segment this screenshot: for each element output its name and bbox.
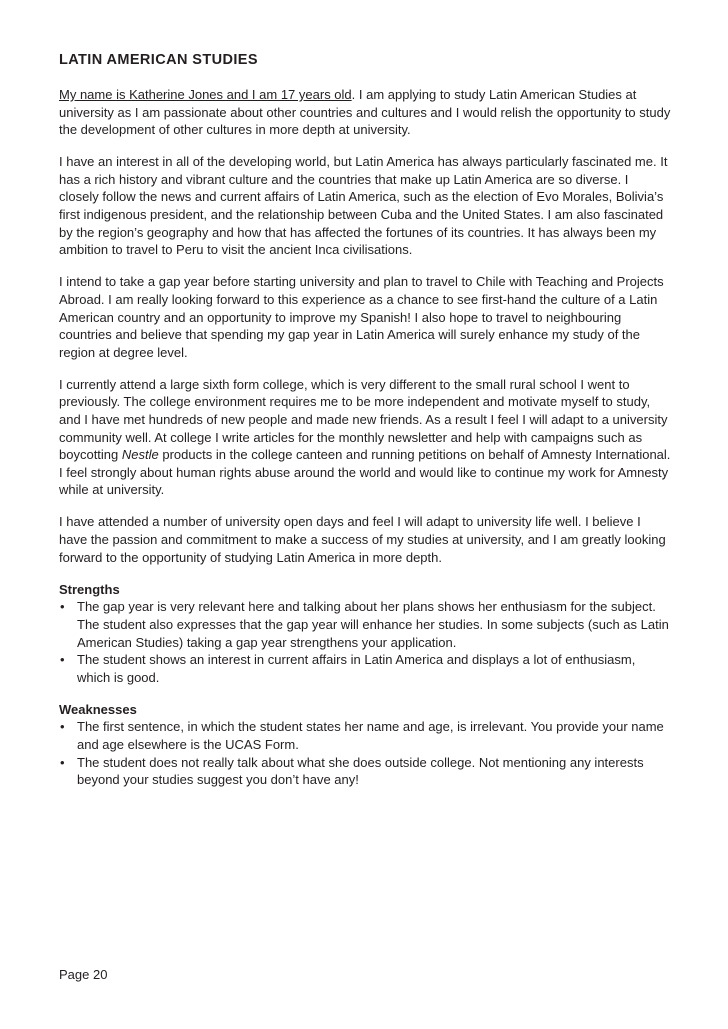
paragraph-conclusion: I have attended a number of university open days and feel I will adapt to university life well. I believe I have the passion and commitment to make a success of my studies at university, and I am greatly looking forward to the opportunity of studying Latin America in more depth.: [59, 514, 666, 565]
page-number: Page 20: [59, 967, 108, 982]
college-italic-brand: Nestle: [121, 447, 159, 463]
list-item: • The first sentence, in which the student states her name and age, is irrelevant. You provide your name and age elsewhere is the UCAS Form.: [59, 718, 671, 753]
paragraph-intro: [59, 86, 671, 139]
list-item: • The student shows an interest in current affairs in Latin America and displays a lot of enthusiasm, which is good.: [59, 651, 671, 686]
list-item: • The gap year is very relevant here and talking about her plans shows her enthusiasm for the subject. The student also expresses that the gap year will enhance her studies. In some subjects (such as Latin American Studies) taking a gap year strengthens your application.: [59, 598, 671, 651]
document-page: [59, 52, 671, 803]
paragraph-interest: I have an interest in all of the developing world, but Latin America has always particularly fascinated me. It has a rich history and vibrant culture and the countries that make up Latin America are so diverse. I closely follow the news and current affairs of Latin America, such as the election of Evo Morales, Bolivia’s first indigenous president, and the relationship between Cuba and the United States. I am also fascinated by the region’s geography and how that has affected the fortunes of its countries. It has always been my ambition to travel to Peru to visit the ancient Inca civilisations.: [59, 154, 668, 258]
paragraph-gap-year: I intend to take a gap year before starting university and plan to travel to Chile with Teaching and Projects Abroad. I am really looking forward to this experience as a chance to see first-hand the culture of a Latin American country and an opportunity to improve my Spanish! I also hope to travel to neighbouring countries and believe that spending my gap year in Latin America will surely enhance my study of the region at degree level.: [59, 274, 664, 360]
college-text-a: I currently attend a large sixth form college, which is very different to the small rural school I went to previously. The college environment requires me to be more independent and motivate myself to study, and I have met hundreds of new people and made new friends. As a result I feel I will adapt to a university community well. At college I write articles for the monthly newsletter and help with campaigns such as boycotting: [59, 376, 668, 463]
page-title: LATIN AMERICAN STUDIES: [59, 52, 258, 68]
intro-rest: . I am applying to study Latin American Studies at university as I am passionate about other countries and cultures and I would relish the opportunity to study the development of other cultures in more depth at university.: [59, 87, 671, 138]
intro-underlined-sentence: My name is Katherine Jones and I am 17 years old: [59, 87, 352, 102]
weaknesses-heading: Weaknesses: [59, 701, 137, 717]
list-item: • The student does not really talk about what she does outside college. Not mentioning any interests beyond your studies suggest you don’t have any!: [59, 754, 671, 789]
strengths-heading: Strengths: [59, 581, 120, 597]
college-text-b: products in the college canteen and running petitions on behalf of Amnesty International. I feel strongly about human rights abuse around the world and would like to continue my work for Amnesty while at university.: [59, 447, 671, 498]
weaknesses-list: [59, 718, 671, 788]
paragraph-college: [59, 376, 671, 499]
strengths-list: [59, 598, 671, 686]
